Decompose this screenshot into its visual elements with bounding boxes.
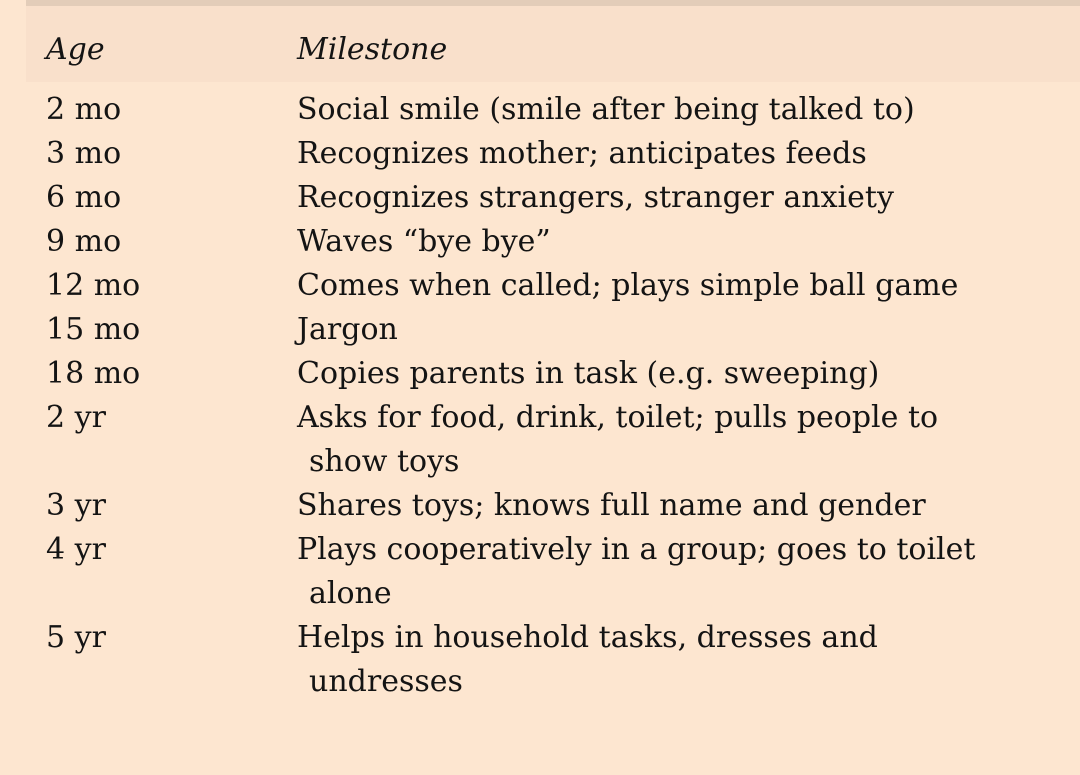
milestone-cell: [297, 528, 1005, 616]
header-age: Age: [46, 32, 105, 67]
age-cell: 3 mo: [46, 136, 122, 171]
age-cell: 3 yr: [46, 488, 106, 523]
table-row: [0, 616, 1080, 704]
milestone-cell: Comes when called; plays simple ball game: [297, 268, 959, 303]
milestone-text-continued: undresses: [309, 664, 463, 699]
milestone-cell: Jargon: [297, 312, 398, 347]
table-row: [0, 88, 1080, 132]
milestone-cell: Shares toys; knows full name and gender: [297, 488, 926, 523]
milestone-text: Plays cooperatively in a group; goes to toilet: [297, 532, 976, 567]
table-row: [0, 264, 1080, 308]
milestone-text-continued: alone: [309, 576, 392, 611]
header-milestone: Milestone: [297, 32, 448, 67]
milestone-cell: [297, 616, 1005, 704]
milestone-text: Helps in household tasks, dresses and: [297, 620, 878, 655]
table-row: [0, 396, 1080, 484]
table-row: [0, 308, 1080, 352]
age-cell: 2 mo: [46, 92, 122, 127]
milestone-cell: Social smile (smile after being talked to): [297, 92, 915, 127]
table-row: [0, 132, 1080, 176]
table-row: [0, 528, 1080, 616]
age-cell: 15 mo: [46, 312, 141, 347]
age-cell: 12 mo: [46, 268, 141, 303]
table-row: [0, 176, 1080, 220]
milestone-cell: [297, 396, 1005, 484]
age-cell: 6 mo: [46, 180, 122, 215]
milestone-cell: Recognizes strangers, stranger anxiety: [297, 180, 894, 215]
table-body: [0, 88, 1080, 704]
table-row: [0, 352, 1080, 396]
age-cell: 2 yr: [46, 400, 106, 435]
milestone-cell: Waves “bye bye”: [297, 224, 551, 259]
age-cell: 18 mo: [46, 356, 141, 391]
table-row: [0, 484, 1080, 528]
age-cell: 5 yr: [46, 620, 106, 655]
age-cell: 9 mo: [46, 224, 122, 259]
age-cell: 4 yr: [46, 532, 106, 567]
table-header-row: [26, 6, 1080, 82]
milestone-text: Asks for food, drink, toilet; pulls people to: [297, 400, 939, 435]
table-row: [0, 220, 1080, 264]
milestone-cell: Recognizes mother; anticipates feeds: [297, 136, 867, 171]
milestone-text-continued: show toys: [309, 444, 460, 479]
milestone-cell: Copies parents in task (e.g. sweeping): [297, 356, 880, 391]
